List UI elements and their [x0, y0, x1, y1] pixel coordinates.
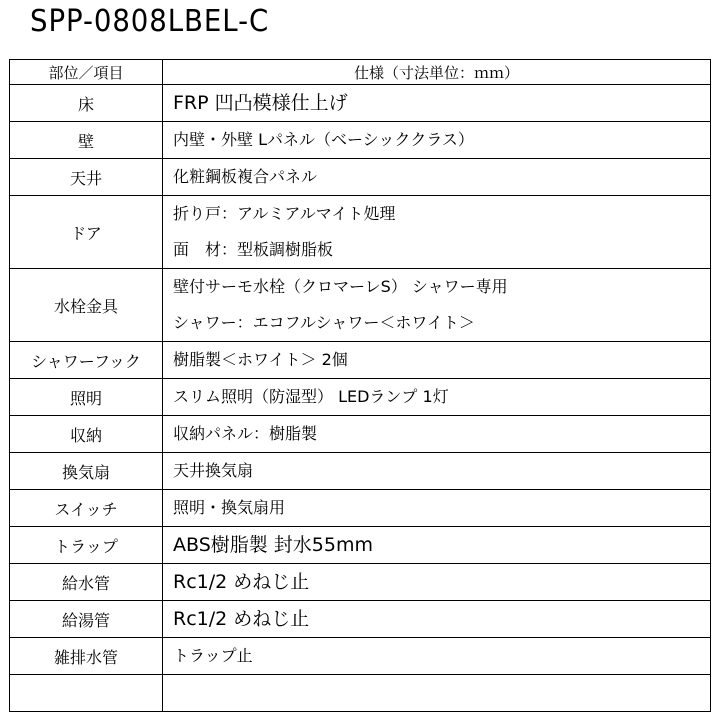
spec-line: 面 材：型板調樹脂板 — [173, 240, 334, 259]
document-title: SPP-0808LBEL-C — [30, 4, 270, 39]
spec-line: 収納パネル：樹脂製 — [173, 424, 318, 443]
header-part: 部位／項目 — [10, 60, 163, 85]
spec-line: 化粧鋼板複合パネル — [173, 167, 318, 186]
table-row — [10, 85, 711, 122]
spec-table — [9, 59, 711, 712]
spec-cell — [163, 453, 711, 490]
spec-cell — [163, 122, 711, 159]
table-row — [10, 379, 711, 416]
table-row — [10, 269, 711, 342]
part-cell: シャワーフック — [10, 342, 163, 379]
part-cell: 給湯管 — [10, 601, 163, 638]
table-row — [10, 527, 711, 564]
spec-cell — [163, 196, 711, 269]
part-cell: 収納 — [10, 416, 163, 453]
spec-line: 内壁・外壁 Lパネル（ベーシッククラス） — [173, 130, 474, 149]
table-row — [10, 416, 711, 453]
spec-line: ABS樹脂製 封水55mm — [173, 534, 373, 556]
table-row — [10, 159, 711, 196]
table-row — [10, 196, 711, 269]
part-cell: スイッチ — [10, 490, 163, 527]
spec-line: トラップ止 — [173, 646, 253, 665]
table-row — [10, 122, 711, 159]
spec-cell — [163, 490, 711, 527]
table-row — [10, 564, 711, 601]
spec-line: 壁付サーモ水栓（クロマーレS） シャワー専用 — [173, 277, 508, 296]
table-row — [10, 453, 711, 490]
table-row — [10, 342, 711, 379]
spec-line: Rc1/2 めねじ止 — [173, 571, 310, 593]
spec-cell — [163, 269, 711, 342]
part-cell: 給水管 — [10, 564, 163, 601]
spec-cell — [163, 85, 711, 122]
part-cell: 壁 — [10, 122, 163, 159]
part-cell: トラップ — [10, 527, 163, 564]
spec-cell — [163, 342, 711, 379]
table-row — [10, 490, 711, 527]
table-header-row — [10, 60, 711, 85]
spec-line: シャワー：エコフルシャワー＜ホワイト＞ — [173, 313, 475, 332]
spec-cell — [163, 527, 711, 564]
spec-line: FRP 凹凸模様仕上げ — [173, 92, 348, 114]
spec-cell — [163, 416, 711, 453]
part-cell: 照明 — [10, 379, 163, 416]
table-row — [10, 601, 711, 638]
empty-row — [10, 675, 711, 712]
part-cell: 換気扇 — [10, 453, 163, 490]
empty-cell — [10, 675, 163, 712]
table-row — [10, 638, 711, 675]
spec-cell — [163, 379, 711, 416]
part-cell: ドア — [10, 196, 163, 269]
table-body — [10, 85, 711, 712]
spec-cell — [163, 601, 711, 638]
part-cell: 床 — [10, 85, 163, 122]
spec-cell — [163, 564, 711, 601]
spec-line: スリム照明（防湿型） LEDランプ 1灯 — [173, 387, 449, 406]
part-cell: 雑排水管 — [10, 638, 163, 675]
spec-cell — [163, 159, 711, 196]
spec-cell — [163, 638, 711, 675]
spec-line: 照明・換気扇用 — [173, 498, 286, 517]
spec-line: 樹脂製＜ホワイト＞ 2個 — [173, 350, 348, 369]
part-cell: 水栓金具 — [10, 269, 163, 342]
spec-line: 天井換気扇 — [173, 461, 254, 480]
spec-line: Rc1/2 めねじ止 — [173, 608, 310, 630]
empty-cell — [163, 675, 711, 712]
part-cell: 天井 — [10, 159, 163, 196]
header-spec: 仕様（寸法単位：ｍｍ） — [163, 60, 711, 85]
spec-line: 折り戸：アルミアルマイト処理 — [173, 204, 396, 223]
